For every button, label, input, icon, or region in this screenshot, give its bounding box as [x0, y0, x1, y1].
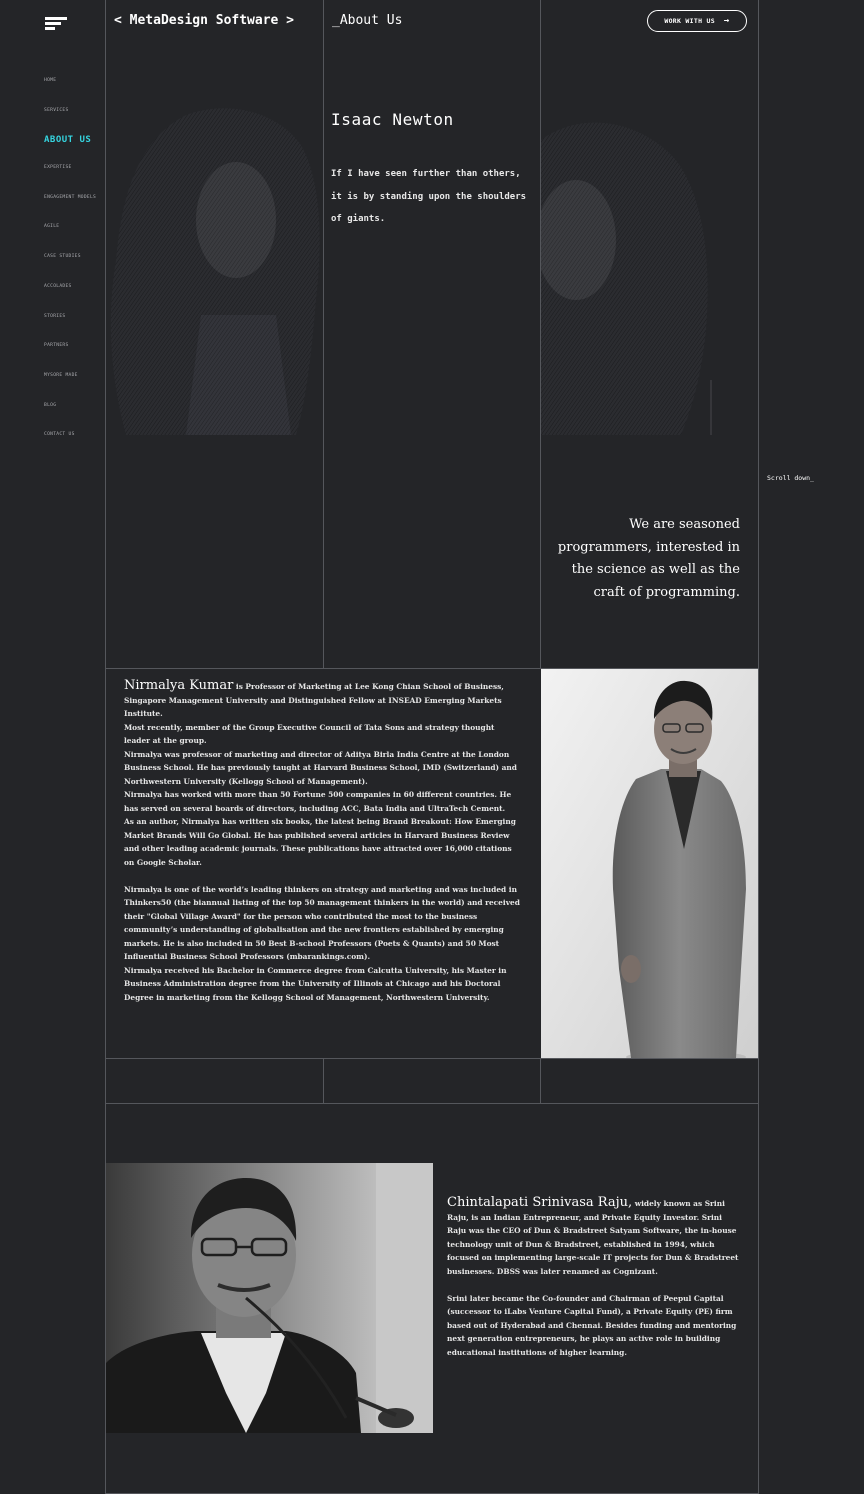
nav-item-services[interactable]: SERVICES: [44, 107, 69, 113]
bio-paragraph: Nirmalya is one of the world’s leading thinkers on strategy and marketing and was included in Thinkers50 (the biannual listing of the top 50 management thinkers in the world) and received their "Global Village Award" for the person who contributed the most to the business community’s understanding of globalisation and the new frontiers established by emerging markets. He is also included in 50 Best B-school Professors (Poets & Quants) and 50 Most Influential Business School Professors (mbarankings.com).: [124, 884, 520, 961]
bio-name: Chintalapati Srinivasa Raju,: [447, 1195, 633, 1210]
nav-item-engagement-models[interactable]: ENGAGEMENT MODELS: [44, 194, 97, 200]
quote-text: If I have seen further than others, it is by standing upon the shoulders of giants.: [331, 169, 527, 224]
nav-item-contact-us[interactable]: CONTACT US: [44, 432, 75, 438]
nav-item-agile[interactable]: AGILE: [44, 224, 60, 230]
bio-nirmalya-kumar: [124, 679, 522, 1004]
section-title: _About Us: [332, 13, 403, 28]
bio-srini-raju: [447, 1196, 742, 1359]
nav-item-mysore-made[interactable]: MYSORE MADE: [44, 372, 78, 378]
bio-paragraph: Nirmalya was professor of marketing and director of Aditya Birla India Centre at the London Business School. He has previously taught at Harvard Business School, IMD (Switzerland) and Northwestern University (Kellogg School of Management).: [124, 749, 517, 786]
work-with-us-label: WORK WITH US: [664, 17, 715, 25]
nirmalya-kumar-photo: [541, 669, 758, 1058]
bio-paragraph: Nirmalya received his Bachelor in Commerce degree from Calcutta University, his Master in Business Administration degree from the University of Illinois at Chicago and his Doctoral Degree in marketing from the Kellogg School of Management, Northwestern University.: [124, 965, 507, 1002]
newton-portrait-left: [106, 100, 323, 435]
scroll-down-hint[interactable]: Scroll down_: [767, 474, 814, 482]
bio-paragraph: Srini later became the Co-founder and Chairman of Peepul Capital (successor to iLabs Venture Capital Fund), a Private Equity (PE) firm based out of Hyderabad and Chennai. Besides funding and mentoring next generation entrepreneurs, he plays an active role in building educational institutions of higher learning.: [447, 1293, 737, 1357]
bio-paragraph: is Professor of Marketing at Lee Kong Chian School of Business, Singapore Management University and Distinguished Fellow at INSEAD Emerging Markets Institute.: [124, 682, 504, 718]
bio-spacer: [124, 869, 522, 883]
quote-author: Isaac Newton: [331, 110, 454, 129]
nav-item-partners[interactable]: PARTNERS: [44, 343, 69, 349]
hamburger-logo-icon[interactable]: [45, 17, 69, 29]
bio-paragraph: widely known as Srini Raju, is an Indian Entrepreneur, and Private Equity Investor. Srini Raju was the CEO of Dun & Bradstreet Satyam Software, the in-house technology unit of Dun & Bradstreet, established in 1994, which focused on implementing large-scale IT projects for Dun & Bradstreet businesses. DBSS was later renamed as Cognizant.: [447, 1199, 739, 1276]
nav-item-about-us[interactable]: ABOUT US: [44, 135, 92, 146]
nav-item-home[interactable]: HOME: [44, 78, 57, 83]
bio-name: Nirmalya Kumar: [124, 678, 234, 693]
nav-item-blog[interactable]: BLOG: [44, 402, 57, 408]
nav-item-expertise[interactable]: EXPERTISE: [44, 165, 72, 171]
newton-portrait-right: [541, 100, 716, 435]
work-with-us-button[interactable]: [647, 10, 747, 32]
bio-spacer: [447, 1278, 742, 1292]
nav-item-accolades[interactable]: ACCOLADES: [44, 283, 72, 289]
bio-paragraph: As an author, Nirmalya has written six books, the latest being Brand Breakout: How Emerging Market Brands Will Go Global. He has published several articles in Harvard Business Review and other leading academic journals. These publications have attracted over 16,000 citations on Google Scholar.: [124, 817, 516, 867]
arrow-right-icon: →: [723, 16, 730, 26]
nav-item-case-studies[interactable]: CASE STUDIES: [44, 254, 81, 260]
nav-item-stories[interactable]: STORIES: [44, 313, 66, 319]
tagline: We are seasoned programmers, interested in the science as well as the craft of programming.: [557, 517, 740, 600]
brand-title[interactable]: < MetaDesign Software >: [114, 13, 295, 28]
bio-paragraph: Most recently, member of the Group Executive Council of Tata Sons and strategy thought leader at the group.: [124, 722, 495, 745]
bio-paragraph: Nirmalya has worked with more than 50 Fortune 500 companies in 60 different countries. He has served on several boards of directors, including ACC, Bata India and UltraTech Cement.: [124, 790, 512, 813]
srini-raju-photo: [106, 1163, 433, 1433]
sidebar-nav: [44, 78, 104, 462]
